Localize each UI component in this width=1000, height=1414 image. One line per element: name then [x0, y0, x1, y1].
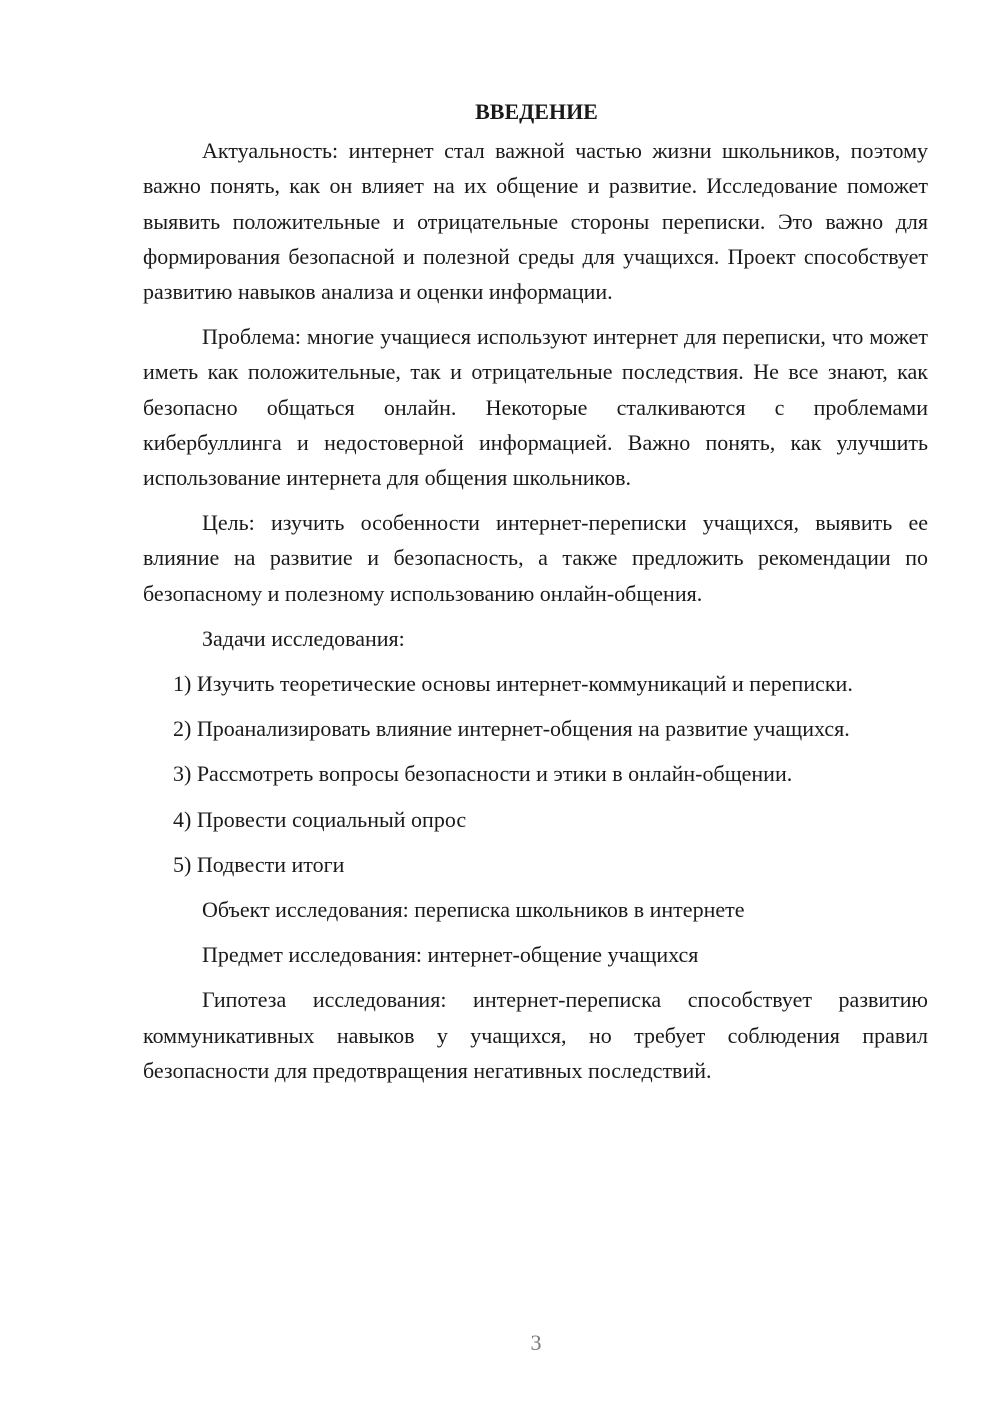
research-subject: Предмет исследования: интернет-общение учащихся: [202, 942, 699, 968]
task-item-3: 3) Рассмотреть вопросы безопасности и этики в онлайн-общении.: [173, 761, 793, 787]
tasks-heading: Задачи исследования:: [202, 625, 405, 651]
page-number: 3: [530, 1330, 542, 1355]
section-title: ВВЕДЕНИЕ: [475, 99, 598, 124]
problem-paragraph: Проблема: многие учащиеся используют интернет для переписки, что может иметь как положительные, так и отрицательные последствия. Не все знают, как безопасно общаться онлайн. Некоторые сталкиваются с проблемами кибербуллинга и недостоверной информацией. Важно понять, как улучшить использование интернета для общения школьников.: [143, 324, 928, 491]
task-item-4: 4) Провести социальный опрос: [173, 806, 467, 832]
task-item-5: 5) Подвести итоги: [173, 851, 345, 877]
relevance-paragraph: Актуальность: интернет стал важной частью жизни школьников, поэтому важно понять, как он влияет на их общение и развитие. Исследование поможет выявить положительные и отрицательные стороны переписки. Это важно для формирования безопасной и полезной среды для учащихся. Проект способствует развитию навыков анализа и оценки информации.: [143, 138, 928, 305]
research-object: Объект исследования: переписка школьников в интернете: [202, 897, 745, 923]
page-content: [143, 94, 928, 1098]
research-hypothesis: Гипотеза исследования: интернет-переписка способствует развитию коммуникативных навыков у учащихся, но требует соблюдения правил безопасности для предотвращения негативных последствий.: [143, 987, 928, 1083]
goal-paragraph: Цель: изучить особенности интернет-переписки учащихся, выявить ее влияние на развитие и безопасность, а также предложить рекомендации по безопасному и полезному использованию онлайн-общения.: [143, 510, 928, 606]
task-item-1: 1) Изучить теоретические основы интернет-коммуникаций и переписки.: [173, 671, 853, 697]
task-item-2: 2) Проанализировать влияние интернет-общения на развитие учащихся.: [173, 716, 850, 742]
